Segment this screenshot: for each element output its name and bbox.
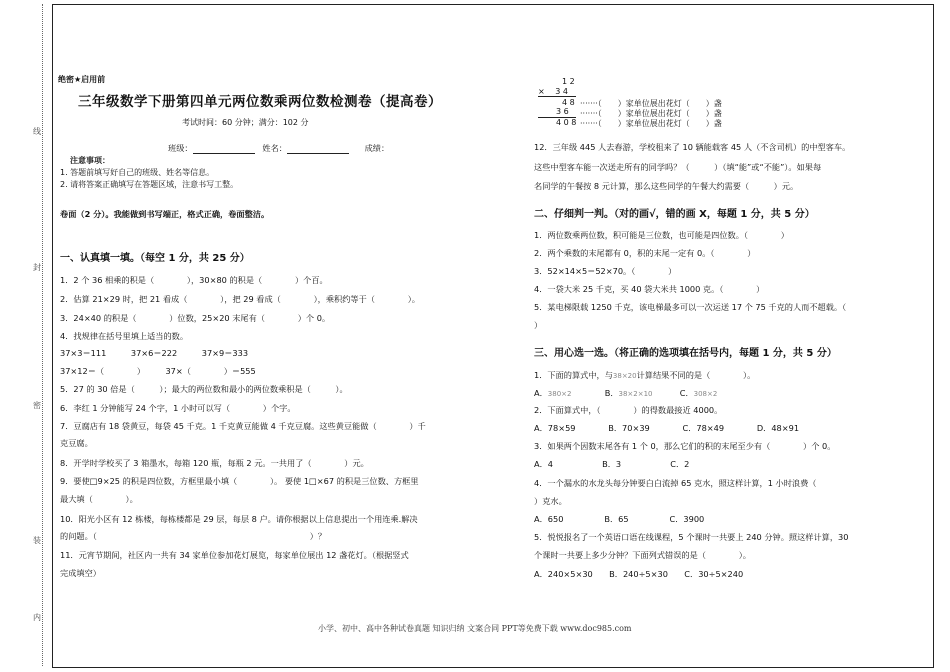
calc-fill: ·······（ ）家单位展出花灯（ ）盏 — [580, 119, 722, 128]
name-label: 姓名： — [262, 143, 287, 153]
choice-line: 2．下面算式中，（ ）的得数最接近 4000。 — [534, 405, 723, 415]
q11-line: 11．元宵节期间，社区内一共有 34 家单位参加花灯展览，每家单位展出 12 盏花灯。（根据竖式 — [60, 550, 409, 560]
section2-title: 二、仔细判一判。（对的画√，错的画 X，每题 1 分，共 5 分） — [534, 209, 815, 220]
secret-label: 绝密★启用前 — [58, 75, 106, 84]
info-line — [168, 143, 389, 154]
calc-fill: ·······（ ）家单位展出花灯（ ）盏 — [580, 99, 722, 108]
q10-line: 10．阳光小区有 12 栋楼，每栋楼都是 29 层，每层 8 户。请你根据以上信息提出一个用连乘.解决 — [60, 514, 418, 524]
option-b-label: B． — [604, 388, 619, 398]
option-a-expr: 380×2 — [547, 390, 572, 398]
choice-line: ）克水。 — [534, 496, 567, 506]
calc-row-4: 3 6 — [556, 107, 569, 116]
choice-line: 个课时一共要上多少分钟？下面列式错误的是（ ）。 — [534, 550, 751, 560]
choice-line: A．4 B．3 C．2 — [534, 459, 690, 469]
option-c-expr: 308×2 — [693, 390, 718, 398]
judge-item: 2．两个乘数的末尾都有 0，积的末尾一定有 0。（ ） — [534, 248, 756, 258]
choice-q1-text: 1．下面的算式中，与 — [534, 370, 613, 380]
choice-line: A．240×5×30 B．240÷5×30 C．30÷5×240 — [534, 569, 744, 579]
choice-q1-tail: 计算结果不同的是（ ）。 — [636, 370, 756, 380]
choice-line: A．78×59 B．70×39 C．78×49 D．48×91 — [534, 423, 800, 433]
q11-line-2: 完成填空） — [60, 568, 101, 578]
judge-item: 3．52×14×5＝52×70。（ ） — [534, 266, 677, 276]
judge-item: ） — [534, 320, 543, 330]
q7-line: 7．豆腐店有 18 袋黄豆，每袋 45 千克。1 千克黄豆能做 4 千克豆腐。这些黄豆能做（ ）千 — [60, 421, 426, 431]
q3-line: 3．24×40 的积是（ ）位数，25×20 末尾有（ ）个 0。 — [60, 313, 331, 323]
choice-q1-expr: 38×20 — [612, 372, 637, 380]
section1-title: 一、认真填一填。（每空 1 分，共 25 分） — [60, 253, 250, 264]
binding-char: 线 — [33, 127, 41, 136]
calc-rule — [538, 96, 576, 97]
q5-line: 5．27 的 30 倍是（ ）；最大的两位数和最小的两位数乘积是（ ）。 — [60, 384, 348, 394]
q1-line: 1．2 个 36 相乘的积是（ ），30×80 的积是（ ）个百。 — [60, 275, 328, 285]
option-b-expr: 38×2×10 — [618, 390, 653, 398]
q12-line: 名同学的午餐按 8 元计算，那么这些同学的午餐大约需要（ ）元。 — [534, 181, 799, 191]
exam-info: 考试时间：60 分钟；满分：102 分 — [182, 118, 309, 127]
binding-char: 装 — [33, 536, 41, 545]
choice-line: 3．如果两个因数末尾各有 1 个 0，那么它们的积的末尾至少有（ ）个 0。 — [534, 441, 836, 451]
q4-line: 4．找规律在括号里填上适当的数。 — [60, 331, 189, 341]
q12-line: 这些中型客车能一次送走所有的同学吗？（ ）（填“能”或“不能”）。如果每 — [534, 162, 822, 172]
binding-char: 密 — [33, 401, 41, 410]
class-blank[interactable] — [193, 153, 255, 154]
footer-text: 小学、初中、高中各种试卷真题 知识归纳 文案合同 PPT等免费下载 www.doc985.com — [318, 624, 632, 633]
q9-line: 9．要使□9×25 的积是四位数，方框里最小填（ ）。 要使 1□×67 的积是三位数、方框里 — [60, 476, 419, 486]
q12-line: 12．三年级 445 人去春游，学校租来了 10 辆能载客 45 人（不含司机）的中型客车。 — [534, 142, 851, 152]
calc-row-1: 1 2 — [562, 77, 575, 86]
choice-q1 — [534, 370, 755, 381]
note-item: 1. 答题前填写好自己的班级、姓名等信息。 — [60, 168, 215, 177]
binding-strip — [30, 4, 43, 666]
judge-item: 4．一袋大米 25 千克，买 40 袋大米共 1000 克。（ ） — [534, 284, 765, 294]
name-blank[interactable] — [287, 153, 349, 154]
q4-fill: 37×12＝（ ） 37×（ ）＝555 — [60, 366, 256, 376]
choice-line: 5．悦悦报名了一个英语口语在线课程，5 个课时一共要上 240 分钟。照这样计算，30 — [534, 532, 849, 542]
calc-row-3: 4 8 — [562, 98, 575, 107]
score-label: 成绩： — [364, 143, 390, 153]
class-label: 班级： — [168, 143, 193, 153]
binding-char: 封 — [33, 263, 41, 272]
choice-line: 4．一个漏水的水龙头每分钟要白白流掉 65 克水，照这样计算，1 小时浪费（ — [534, 478, 842, 488]
choice-q1-options — [534, 388, 717, 399]
calc-row-2: × 3 4 — [538, 87, 568, 96]
q10-line-2: 的问题。（ ）？ — [60, 531, 327, 541]
binding-char: 内 — [33, 613, 41, 622]
q4-pattern: 37×3＝111 37×6＝222 37×9＝333 — [60, 348, 249, 358]
notes-title: 注意事项： — [70, 156, 110, 165]
calc-fill: ·······（ ）家单位展出花灯（ ）盏 — [580, 109, 722, 118]
choice-line: A．650 B．65 C．3900 — [534, 514, 705, 524]
section3-title: 三、用心选一选。（将正确的选项填在括号内，每题 1 分，共 5 分） — [534, 348, 837, 359]
judge-item: 1．两位数乘两位数，积可能是三位数，也可能是四位数。（ ） — [534, 230, 789, 240]
page-title: 三年级数学下册第四单元两位数乘两位数检测卷（提高卷） — [78, 94, 442, 110]
q6-line: 6．李红 1 分钟能写 24 个字，1 小时可以写（ ）个字。 — [60, 403, 296, 413]
calc-row-5: 4 0 8 — [556, 118, 577, 127]
judge-item: 5．某电梯限载 1250 千克，该电梯最多可以一次运送 17 个 75 千克的人而不超载。（ — [534, 302, 847, 312]
q9-line-2: 最大填（ ）。 — [60, 494, 138, 504]
note-item: 2. 请将答案正确填写在答题区域，注意书写工整。 — [60, 180, 239, 189]
q2-line: 2．估算 21×29 时，把 21 看成（ ），把 29 看成（ ），乘积约等于（ ）。 — [60, 294, 420, 304]
option-c-label: C． — [679, 388, 694, 398]
option-a-label: A． — [534, 388, 548, 398]
q8-line: 8．开学时学校买了 3 箱墨水，每箱 120 瓶，每瓶 2 元。一共用了（ ）元。 — [60, 458, 369, 468]
q7-line-2: 克豆腐。 — [60, 438, 93, 448]
neatness-line: 卷面（2 分）。我能做到书写端正，格式正确，卷面整洁。 — [60, 209, 270, 219]
